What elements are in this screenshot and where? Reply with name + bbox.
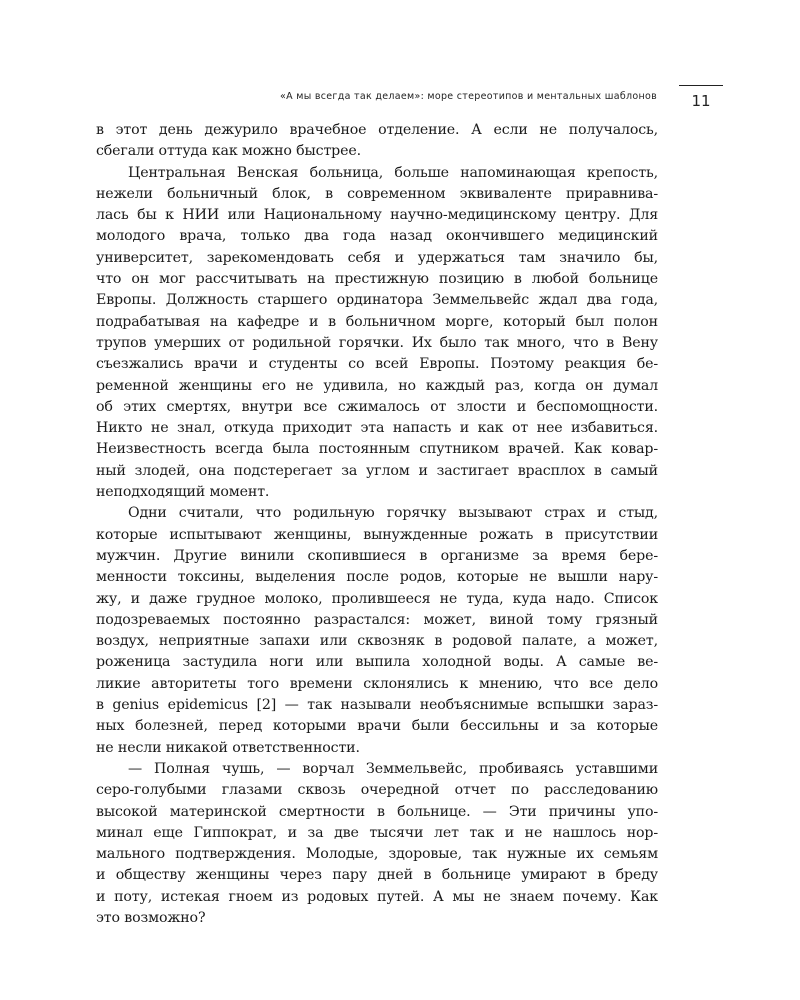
text-line: которые испытывают женщины, вынужденные рожать в присутствии — [96, 526, 658, 543]
text-line: воздух, неприятные запахи или сквозняк в родовой палате, а может, — [96, 633, 658, 650]
text-line: и обществу женщины через пару дней в больнице умирают в бреду — [96, 867, 658, 884]
text-line: ременной женщины его не удивила, но каждый раз, когда он думал — [96, 377, 658, 394]
text-line: съезжались врачи и студенты со всей Европы. Поэтому реакция бе- — [96, 356, 658, 373]
text-line: сбегали оттуда как можно быстрее. — [96, 143, 361, 160]
running-header: «А мы всегда так делаем»: море стереотипов и ментальных шаблонов — [280, 91, 657, 102]
text-line: мужчин. Другие винили скопившиеся в организме за время бере- — [96, 547, 658, 564]
page-number: 11 — [691, 92, 711, 110]
text-line: ликие авторитеты того времени склонялись к мнению, что все дело — [96, 675, 658, 692]
text-line: в genius epidemicus [2] — так называли необъяснимые вспышки зараз- — [96, 697, 658, 714]
text-line: подрабатывая на кафедре и в больничном морге, который был полон — [96, 313, 658, 330]
text-line: об этих смертях, внутри все сжималось от злости и беспомощности. — [96, 398, 658, 415]
text-line: мального подтверждения. Молодые, здоровые, так нужные их семьям — [96, 846, 658, 863]
text-line: Одни считали, что родильную горячку вызывают страх и стыд, — [128, 505, 658, 522]
text-line: молодого врача, только два года назад окончившего медицинский — [96, 228, 658, 245]
text-line: неподходящий момент. — [96, 484, 270, 501]
text-line: в этот день дежурило врачебное отделение. А если не получалось, — [96, 122, 658, 138]
page-number-rule — [679, 85, 723, 86]
text-line: минал еще Гиппократ, и за две тысячи лет так и не нашлось нор- — [96, 824, 658, 841]
text-line: Неизвестность всегда была постоянным спутником врачей. Как ковар- — [96, 441, 658, 458]
text-line: и поту, истекая гноем из родовых путей. А мы не знаем почему. Как — [96, 888, 658, 905]
text-line: ный злодей, она подстерегает за углом и застигает врасплох в самый — [96, 462, 658, 479]
text-line: — Полная чушь, — ворчал Земмельвейс, пробиваясь уставшими — [128, 760, 658, 777]
text-line: что он мог рассчитывать на престижную позицию в любой больнице — [96, 271, 658, 288]
text-line: Центральная Венская больница, больше напоминающая крепость, — [128, 164, 658, 181]
text-line: роженица застудила ноги или выпила холодной воды. А самые ве- — [96, 654, 658, 671]
text-line: менности токсины, выделения после родов, которые не вышли нару- — [96, 569, 658, 586]
text-line: Европы. Должность старшего ординатора Земмельвейс ждал два года, — [96, 292, 658, 309]
text-line: высокой материнской смертности в больнице. — Эти причины упо- — [96, 803, 658, 820]
text-line: трупов умерших от родильной горячки. Их было так много, что в Вену — [96, 334, 658, 351]
text-line: подозреваемых постоянно разрастался: может, виной тому грязный — [96, 611, 658, 628]
text-line: не несли никакой ответственности. — [96, 739, 360, 756]
text-line: нежели больничный блок, в современном эквиваленте приравнива- — [96, 185, 658, 202]
text-line: ных болезней, перед которыми врачи были бессильны и за которые — [96, 718, 658, 735]
body-text — [96, 120, 658, 929]
text-line: лась бы к НИИ или Национальному научно-медицинскому центру. Для — [96, 207, 658, 224]
text-line: серо-голубыми глазами сквозь очередной отчет по расследованию — [96, 782, 658, 799]
text-line: университет, зарекомендовать себя и удержаться там значило бы, — [96, 249, 658, 266]
text-line: жу, и даже грудное молоко, пролившееся не туда, куда надо. Список — [96, 590, 658, 607]
text-line: это возможно? — [96, 909, 206, 926]
text-line: Никто не знал, откуда приходит эта напасть и как от нее избавиться. — [96, 420, 658, 437]
